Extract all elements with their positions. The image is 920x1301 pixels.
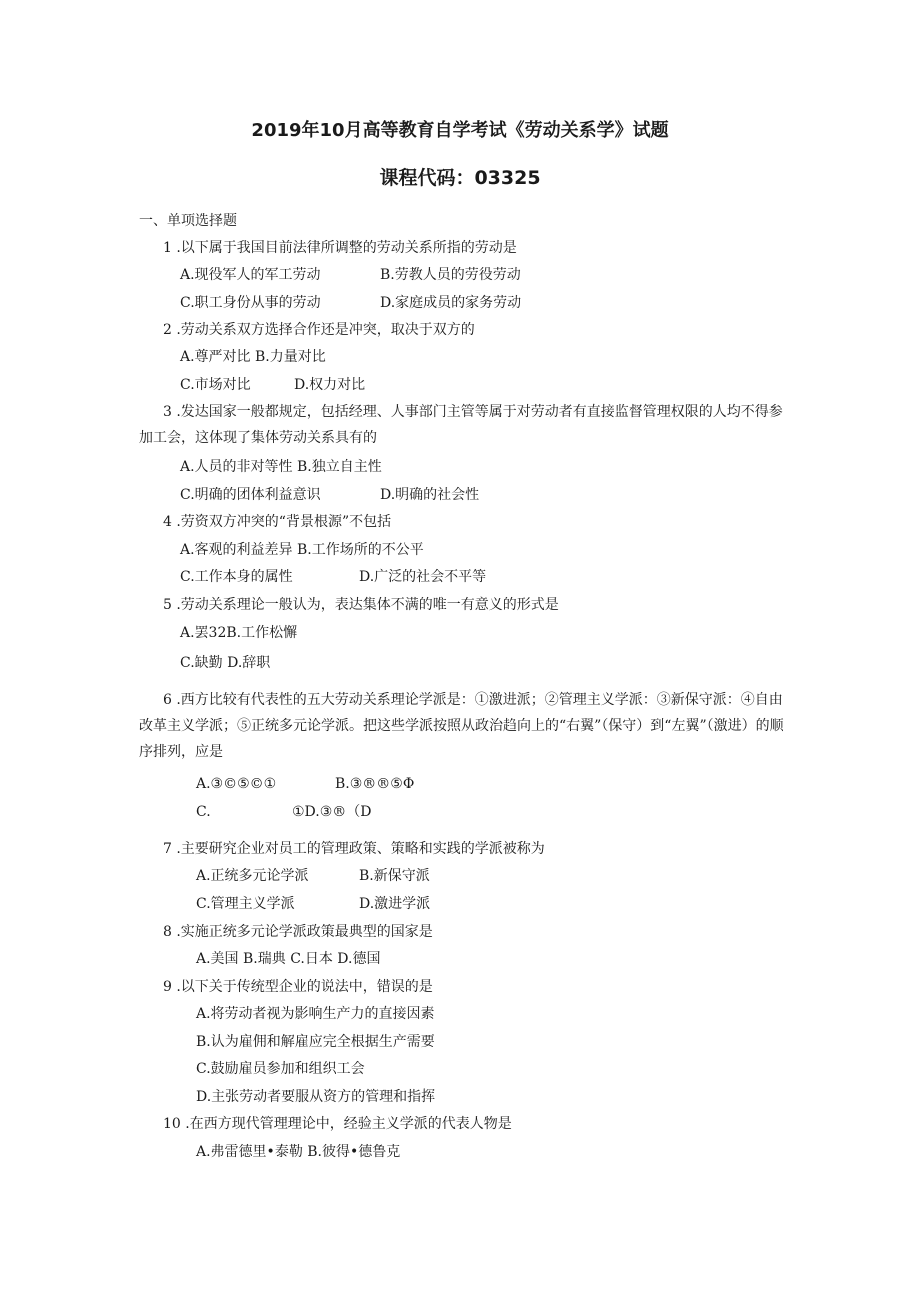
option: A.弗雷德里•泰勒 B.彼得•德鲁克: [196, 1144, 401, 1160]
question-stem-multiline: [139, 687, 789, 765]
option: ①D.③®（D: [292, 804, 372, 820]
question-stem: 7 .主要研究企业对员工的管理政策、策略和实践的学派被称为: [163, 841, 545, 857]
question-stem: 6 .西方比较有代表性的五大劳动关系理论学派是：①激进派；②管理主义学派：③新保守派：④自由改革主义学派；⑤正统多元论学派。把这些学派按照从政治趋向上的“右翼”（保守）到“左翼”（激进）的顺序排列，应是: [139, 692, 784, 760]
course-code: 课程代码：03325: [379, 167, 541, 189]
option: D.家庭成员的家务劳动: [380, 295, 522, 311]
option: D.激进学派: [359, 896, 431, 912]
question-stem: 8 .实施正统多元论学派政策最典型的国家是: [163, 924, 433, 940]
option: A.将劳动者视为影响生产力的直接因素: [196, 1006, 435, 1022]
question-stem: 9 .以下关于传统型企业的说法中，错误的是: [163, 979, 433, 995]
option: A.③©⑤©①: [196, 776, 277, 792]
option: D.权力对比: [294, 377, 366, 393]
option: C.工作本身的属性: [180, 569, 293, 585]
question-stem: 4 .劳资双方冲突的“背景根源”不包括: [163, 514, 392, 530]
option: A.罢32B.工作松懈: [180, 625, 298, 641]
option: C.明确的团体利益意识: [180, 487, 321, 503]
option: A.人员的非对等性 B.独立自主性: [180, 459, 382, 475]
option: D.明确的社会性: [380, 487, 480, 503]
exam-title: 2019年10月高等教育自学考试《劳动关系学》试题: [251, 120, 669, 141]
option: C.管理主义学派: [196, 896, 295, 912]
option: C.市场对比: [180, 377, 251, 393]
option: A.尊严对比 B.力量对比: [180, 349, 326, 365]
section-heading: 一、单项选择题: [139, 213, 237, 229]
option: A.美国 B.瑞典 C.日本 D.德国: [196, 951, 381, 967]
option: D.主张劳动者要服从资方的管理和指挥: [196, 1089, 436, 1105]
option: C.: [196, 804, 211, 820]
question-stem: 10 .在西方现代管理理论中，经验主义学派的代表人物是: [163, 1116, 512, 1132]
option: A.客观的利益差异 B.工作场所的不公平: [180, 542, 424, 558]
option: B.新保守派: [359, 868, 430, 884]
option: A.现役军人的军工劳动: [180, 267, 321, 283]
option: C.职工身份从事的劳动: [180, 295, 321, 311]
option: B.认为雇佣和解雇应完全根据生产需要: [196, 1034, 435, 1050]
option: B.③®®⑤Φ: [335, 776, 415, 792]
question-stem: 2 .劳动关系双方选择合作还是冲突，取决于双方的: [163, 322, 475, 338]
option: B.劳教人员的劳役劳动: [380, 267, 521, 283]
question-stem: 5 .劳动关系理论一般认为，表达集体不满的唯一有意义的形式是: [163, 597, 559, 613]
option: C.鼓励雇员参加和组织工会: [196, 1061, 365, 1077]
question-stem: 1 .以下属于我国目前法律所调整的劳动关系所指的劳动是: [163, 240, 517, 256]
question-stem: 3 .发达国家一般都规定，包括经理、人事部门主管等属于对劳动者有直接监督管理权限的人均不得参加工会，这体现了集体劳动关系具有的: [139, 404, 783, 446]
option: A.正统多元论学派: [196, 868, 309, 884]
option: C.缺勤 D.辞职: [180, 655, 271, 671]
question-stem-multiline: [139, 399, 789, 451]
option: D.广泛的社会不平等: [359, 569, 487, 585]
